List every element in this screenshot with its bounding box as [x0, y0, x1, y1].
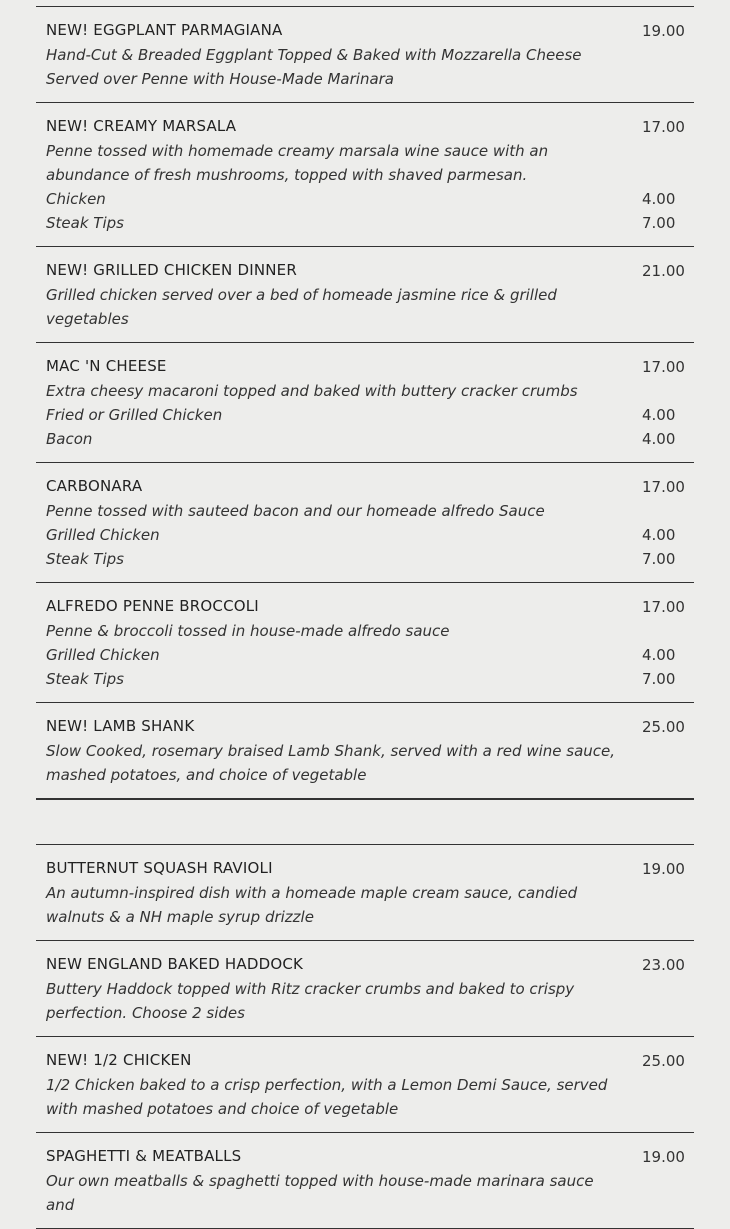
- menu-item-header: [46, 475, 694, 523]
- menu-item-description: Hand-Cut & Breaded Eggplant Topped & Baked with Mozzarella Cheese Served over Penne with House-Made Marinara: [46, 46, 582, 88]
- menu-item-text: [46, 595, 624, 643]
- menu-item-addon: [46, 187, 694, 211]
- menu-item-text: [46, 715, 624, 787]
- menu-item-description: Penne & broccoli tossed in house-made alfredo sauce: [46, 622, 450, 640]
- menu-item-header: [46, 1145, 694, 1217]
- menu-item-price: 19.00: [642, 22, 685, 40]
- addon-price: 4.00: [642, 406, 676, 424]
- menu-item-addon: [46, 643, 694, 667]
- menu-item: [36, 703, 694, 799]
- menu-item-description: Buttery Haddock topped with Ritz cracker crumbs and baked to crispy perfection. Choose 2 sides: [46, 980, 575, 1022]
- menu-item-price: 19.00: [642, 1148, 685, 1166]
- addon-label: Grilled Chicken: [46, 526, 160, 544]
- menu-item-name: SPAGHETTI & MEATBALLS: [46, 1147, 242, 1165]
- menu-item-text: [46, 1145, 624, 1217]
- addon-price: 4.00: [642, 526, 676, 544]
- menu-item-name: NEW! GRILLED CHICKEN DINNER: [46, 261, 297, 279]
- menu-item: [36, 247, 694, 343]
- addon-label: Steak Tips: [46, 550, 124, 568]
- menu-item: [36, 1037, 694, 1133]
- menu-item-header: [46, 953, 694, 1025]
- menu-item-price: 17.00: [642, 118, 685, 136]
- menu-item-header: [46, 1049, 694, 1121]
- menu-item: [36, 845, 694, 941]
- addon-price: 7.00: [642, 214, 676, 232]
- menu-item-text: [46, 953, 624, 1025]
- menu-item-text: [46, 1049, 624, 1121]
- addon-price: 4.00: [642, 190, 676, 208]
- menu-item: [36, 7, 694, 103]
- menu-item-price: 23.00: [642, 956, 685, 974]
- menu-item-name: ALFREDO PENNE BROCCOLI: [46, 597, 259, 615]
- menu-item-header: [46, 715, 694, 787]
- menu-section-1: [36, 6, 694, 799]
- menu-item-header: [46, 355, 694, 403]
- menu-item-price: 17.00: [642, 478, 685, 496]
- menu-item-text: [46, 475, 624, 523]
- menu: [36, 6, 694, 1229]
- menu-item-header: [46, 595, 694, 643]
- menu-item-price: 17.00: [642, 358, 685, 376]
- menu-item-name: BUTTERNUT SQUASH RAVIOLI: [46, 859, 273, 877]
- menu-item-description: Slow Cooked, rosemary braised Lamb Shank, served with a red wine sauce, mashed potatoes, and choice of vegetable: [46, 742, 616, 784]
- menu-item-price: 21.00: [642, 262, 685, 280]
- menu-item-addon: [46, 547, 694, 571]
- menu-item-header: [46, 115, 694, 187]
- menu-item-description: Penne tossed with sauteed bacon and our homeade alfredo Sauce: [46, 502, 545, 520]
- menu-section-2: [36, 844, 694, 1229]
- menu-item-price: 19.00: [642, 860, 685, 878]
- menu-item-price: 25.00: [642, 1052, 685, 1070]
- menu-item: [36, 1133, 694, 1229]
- menu-item-text: [46, 19, 624, 91]
- menu-item-price: 25.00: [642, 718, 685, 736]
- menu-item: [36, 583, 694, 703]
- addon-label: Fried or Grilled Chicken: [46, 406, 223, 424]
- menu-item-addon: [46, 403, 694, 427]
- menu-item-name: CARBONARA: [46, 477, 143, 495]
- menu-item-addon: [46, 211, 694, 235]
- menu-item: [36, 343, 694, 463]
- menu-item-text: [46, 857, 624, 929]
- addon-label: Grilled Chicken: [46, 646, 160, 664]
- menu-item-description: 1/2 Chicken baked to a crisp perfection, with a Lemon Demi Sauce, served with mashed potatoes and choice of vegetable: [46, 1076, 608, 1118]
- menu-item-description: An autumn-inspired dish with a homeade maple cream sauce, candied walnuts & a NH maple syrup drizzle: [46, 884, 578, 926]
- menu-item-name: NEW! CREAMY MARSALA: [46, 117, 237, 135]
- addon-label: Chicken: [46, 190, 106, 208]
- menu-item-description: Extra cheesy macaroni topped and baked with buttery cracker crumbs: [46, 382, 578, 400]
- addon-price: 4.00: [642, 430, 676, 448]
- addon-label: Steak Tips: [46, 670, 124, 688]
- menu-item-name: NEW! EGGPLANT PARMAGIANA: [46, 21, 283, 39]
- menu-item: [36, 463, 694, 583]
- addon-price: 7.00: [642, 670, 676, 688]
- menu-item-header: [46, 19, 694, 91]
- menu-item-price: 17.00: [642, 598, 685, 616]
- menu-item-description: Penne tossed with homemade creamy marsala wine sauce with an abundance of fresh mushrooms, topped with shaved parmesan.: [46, 142, 549, 184]
- menu-item-header: [46, 857, 694, 929]
- addon-price: 7.00: [642, 550, 676, 568]
- menu-item-description: Grilled chicken served over a bed of homeade jasmine rice & grilled vegetables: [46, 286, 557, 328]
- addon-label: Bacon: [46, 430, 93, 448]
- menu-item-addon: [46, 523, 694, 547]
- menu-item-header: [46, 259, 694, 331]
- menu-item: [36, 103, 694, 247]
- addon-label: Steak Tips: [46, 214, 124, 232]
- menu-item-name: NEW! LAMB SHANK: [46, 717, 195, 735]
- section-divider: [36, 799, 694, 844]
- menu-item-text: [46, 259, 624, 331]
- menu-item-text: [46, 115, 624, 187]
- menu-item-name: NEW ENGLAND BAKED HADDOCK: [46, 955, 304, 973]
- menu-item-addon: [46, 427, 694, 451]
- menu-item-description: Our own meatballs & spaghetti topped with house-made marinara sauce and: [46, 1172, 594, 1214]
- menu-item: [36, 941, 694, 1037]
- menu-item-addon: [46, 667, 694, 691]
- menu-item-name: NEW! 1/2 CHICKEN: [46, 1051, 192, 1069]
- addon-price: 4.00: [642, 646, 676, 664]
- menu-item-name: MAC 'N CHEESE: [46, 357, 167, 375]
- menu-item-text: [46, 355, 624, 403]
